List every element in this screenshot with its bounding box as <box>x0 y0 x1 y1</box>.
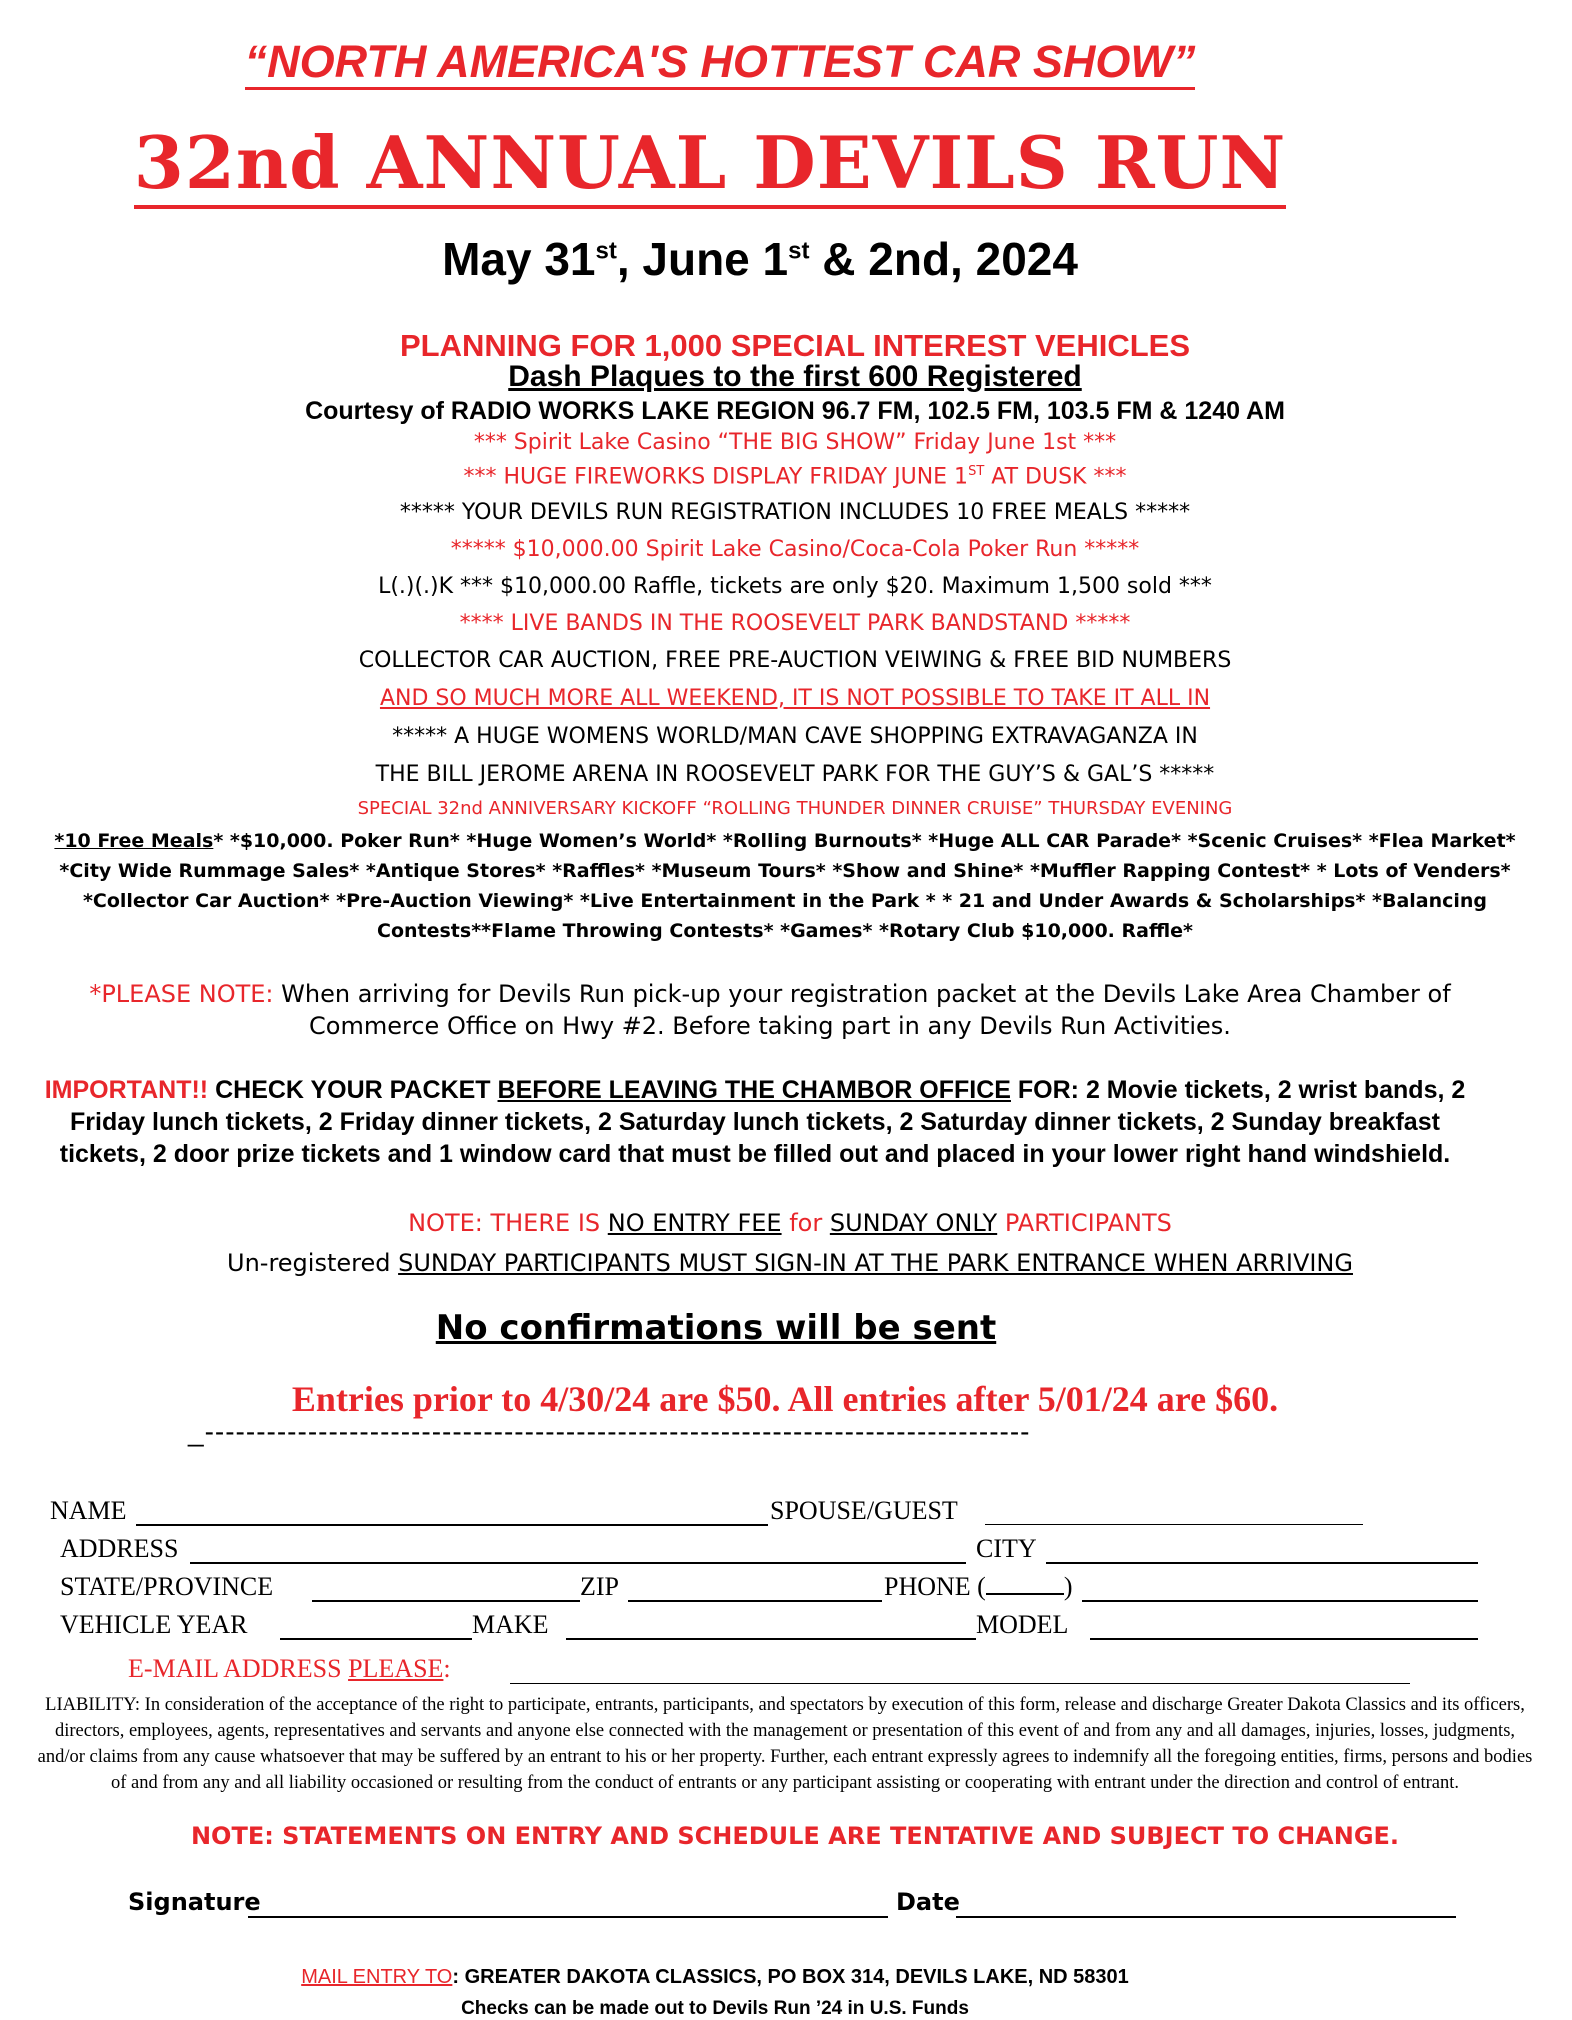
tagline: “NORTH AMERICA'S HOTTEST CAR SHOW” <box>0 36 1440 88</box>
no-confirmations: No confirmations will be sent <box>435 1308 997 1348</box>
city-label: CITY <box>976 1534 1037 1563</box>
date-label: Date <box>896 1888 960 1916</box>
phone-label: PHONE ( ) <box>884 1572 1073 1601</box>
raffle-line: L(.)(.)K *** $10,000.00 Raffle, tickets are only $20. Maximum 1,500 sold *** <box>378 574 1212 599</box>
free-meals-line: ***** YOUR DEVILS RUN REGISTRATION INCLUDES 10 FREE MEALS ***** <box>399 500 1191 525</box>
live-bands-line: **** LIVE BANDS IN THE ROOSEVELT PARK BANDSTAND ***** <box>459 611 1131 636</box>
event-title: 32nd ANNUAL DEVILS RUN <box>0 120 1420 205</box>
event-dates: May 31st, June 1st & 2nd, 2024 <box>442 233 1078 285</box>
name-field[interactable] <box>136 1524 768 1526</box>
signature-field[interactable] <box>248 1916 888 1918</box>
liability-text: LIABILITY: In consideration of the acceptance of the right to participate, entrants, participants, and spectators by execution of this form, release and discharge Greater Dakota Classics and its officers, directors, employees, agents, representatives and servants and anyone else connected with the management or presentation of this event of and from any and all damages, injuries, losses, judgments, and/or claims from any cause whatsoever that may be suffered by an entrant to his or her property. Further, each entrant expressly agrees to indemnify all the foregoing entities, firms, persons and bodies of and from any and all liability occasioned or resulting from the conduct of entrants or any participant assisting or cooperating with entrant under the direction and control of entrant. <box>37 1695 1533 1793</box>
email-field[interactable] <box>510 1683 1410 1684</box>
cut-line: _-------------------------------------------------------------------------------- <box>188 1416 1031 1447</box>
zip-field[interactable] <box>628 1600 882 1602</box>
womens-world-line-2: THE BILL JEROME ARENA IN ROOSEVELT PARK FOR THE GUY’S & GAL’S ***** <box>375 762 1215 787</box>
checks-note: Checks can be made out to Devils Run ’24 in U.S. Funds <box>461 1998 969 2019</box>
phone-field[interactable] <box>1082 1600 1478 1602</box>
address-field[interactable] <box>190 1562 966 1564</box>
radio-courtesy-line: Courtesy of RADIO WORKS LAKE REGION 96.7 FM, 102.5 FM, 103.5 FM & 1240 AM <box>305 397 1285 425</box>
auction-line: COLLECTOR CAR AUCTION, FREE PRE-AUCTION VEIWING & FREE BID NUMBERS <box>358 648 1232 673</box>
email-label: E-MAIL ADDRESS PLEASE: <box>128 1654 451 1683</box>
entry-fees: Entries prior to 4/30/24 are $50. All entries after 5/01/24 are $60. <box>291 1379 1279 1419</box>
mail-entry-line: MAIL ENTRY TO: GREATER DAKOTA CLASSICS, PO BOX 314, DEVILS LAKE, ND 58301 <box>301 1966 1129 1988</box>
signature-label: Signature <box>128 1888 261 1916</box>
events-list: *10 Free Meals* *$10,000. Poker Run* *Huge Women’s World* *Rolling Burnouts* *Huge ALL CAR Parade* *Scenic Cruises* *Flea Market* *City Wide Rummage Sales* *Antique Stores* *Raffles* *Museum Tours* *Show and Shine* *Muffler Rapping Contest* * Lots of Venders* *Collector Car Auction* *Pre-Auction Viewing* *Live Entertainment in the Park * * 21 and Under Awards & Scholarships* *Balancing Contests**Flame Throwing Contests* *Games* *Rotary Club $10,000. Raffle* <box>54 830 1516 942</box>
state-field[interactable] <box>312 1600 580 1602</box>
vehicle-year-field[interactable] <box>280 1638 472 1640</box>
so-much-more-line: AND SO MUCH MORE ALL WEEKEND, IT IS NOT POSSIBLE TO TAKE IT ALL IN <box>379 686 1211 711</box>
vehicle-year-label: VEHICLE YEAR <box>60 1610 248 1639</box>
spouse-field[interactable] <box>985 1524 1363 1525</box>
address-label: ADDRESS <box>60 1534 179 1563</box>
casino-show-line: *** Spirit Lake Casino “THE BIG SHOW” Friday June 1st *** <box>473 430 1117 455</box>
womens-world-line-1: ***** A HUGE WOMENS WORLD/MAN CAVE SHOPPING EXTRAVAGANZA IN <box>392 724 1198 749</box>
dash-plaques-line: Dash Plaques to the first 600 Registered <box>508 360 1082 393</box>
name-label: NAME <box>50 1496 127 1525</box>
spouse-label: SPOUSE/GUEST <box>770 1496 958 1525</box>
make-label: MAKE <box>472 1610 549 1639</box>
fireworks-line: *** HUGE FIREWORKS DISPLAY FRIDAY JUNE 1ST AT DUSK *** <box>463 464 1127 490</box>
kickoff-line: SPECIAL 32nd ANNIVERSARY KICKOFF “ROLLING THUNDER DINNER CRUISE” THURSDAY EVENING <box>357 798 1233 819</box>
please-note: *PLEASE NOTE: When arriving for Devils Run pick-up your registration packet at the Devils Lake Area Chamber of Commerce Office on Hwy #2. Before taking part in any Devils Run Activities. <box>89 980 1451 1040</box>
unregistered-note: Un-registered SUNDAY PARTICIPANTS MUST SIGN-IN AT THE PARK ENTRANCE WHEN ARRIVING <box>227 1249 1353 1277</box>
city-field[interactable] <box>1046 1562 1478 1564</box>
no-entry-fee-note: NOTE: THERE IS NO ENTRY FEE for SUNDAY ONLY PARTICIPANTS <box>408 1209 1172 1237</box>
make-field[interactable] <box>566 1638 976 1640</box>
model-field[interactable] <box>1090 1638 1478 1640</box>
important-packet-note: IMPORTANT!! CHECK YOUR PACKET BEFORE LEAVING THE CHAMBOR OFFICE FOR: 2 Movie tickets, 2 wrist bands, 2 Friday lunch tickets, 2 Friday dinner tickets, 2 Saturday lunch tickets, 2 Saturday dinner tickets, 2 Sunday breakfast tickets, 2 door prize tickets and 1 window card that must be filled out and placed in your lower right hand windshield. <box>44 1076 1466 1168</box>
state-label: STATE/PROVINCE <box>60 1572 274 1601</box>
planning-line: PLANNING FOR 1,000 SPECIAL INTEREST VEHICLES <box>399 328 1191 363</box>
poker-run-line: ***** $10,000.00 Spirit Lake Casino/Coca-Cola Poker Run ***** <box>450 537 1140 562</box>
tentative-note: NOTE: STATEMENTS ON ENTRY AND SCHEDULE ARE TENTATIVE AND SUBJECT TO CHANGE. <box>190 1822 1400 1850</box>
model-label: MODEL <box>976 1610 1069 1639</box>
zip-label: ZIP <box>580 1572 619 1601</box>
date-field[interactable] <box>956 1916 1456 1918</box>
